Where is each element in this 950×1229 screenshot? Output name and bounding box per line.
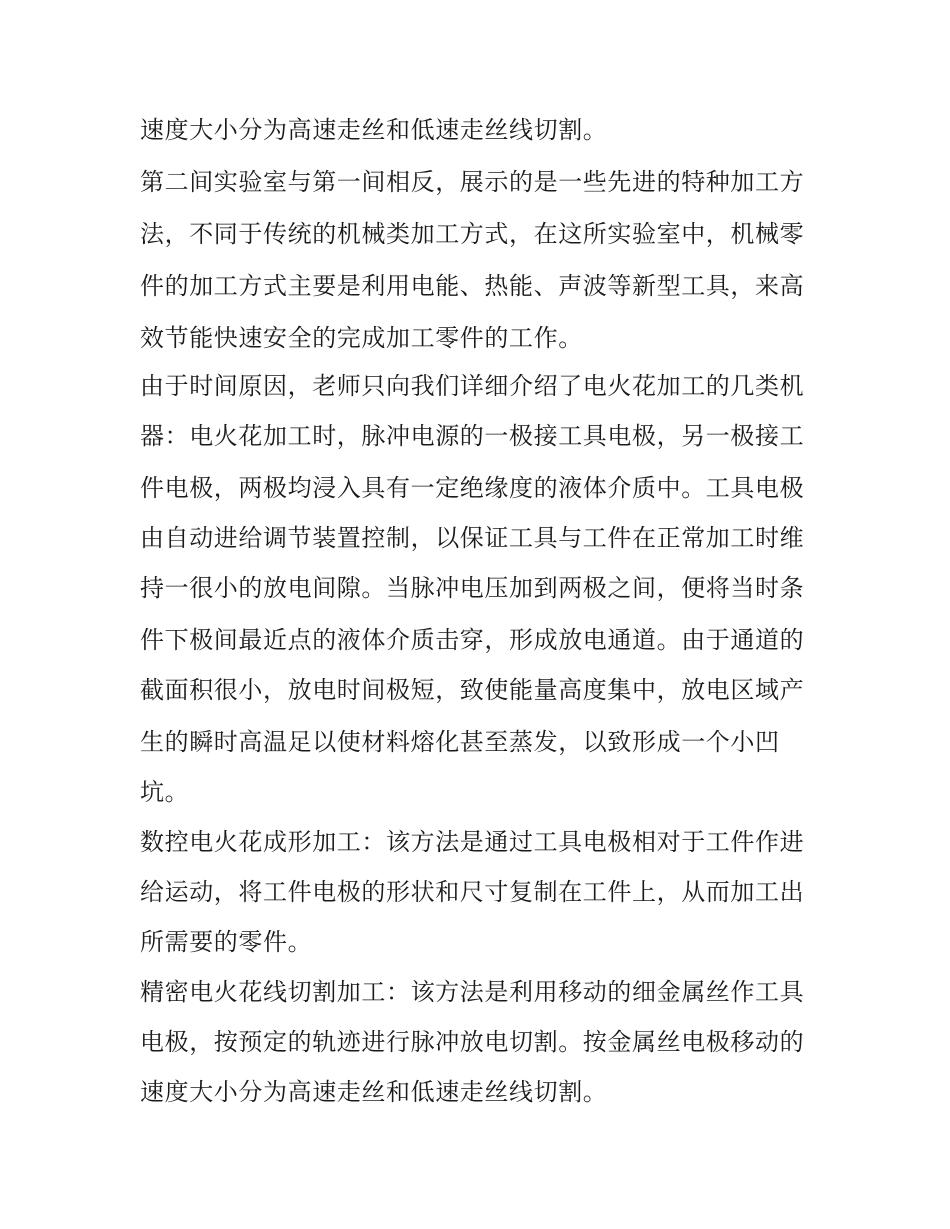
- text-line: 速度大小分为高速走丝和低速走丝线切割。: [140, 116, 608, 144]
- text-line: 截面积很小，放电时间极短，致使能量高度集中，放电区域产: [140, 676, 805, 704]
- text-line: 持一很小的放电间隙。当脉冲电压加到两极之间，便将当时条: [140, 574, 805, 602]
- text-line: 法，不同于传统的机械类加工方式，在这所实验室中，机械零: [140, 220, 805, 248]
- text-line: 件的加工方式主要是利用电能、热能、声波等新型工具，来高: [140, 272, 805, 300]
- text-line: 由自动进给调节装置控制，以保证工具与工件在正常加工时维: [140, 524, 805, 552]
- text-line: 电极，按预定的轨迹进行脉冲放电切割。按金属丝电极移动的: [140, 1028, 805, 1056]
- text-line: 器：电火花加工时，脉冲电源的一极接工具电极，另一极接工: [140, 422, 805, 450]
- text-line: 速度大小分为高速走丝和低速走丝线切割。: [140, 1078, 608, 1106]
- text-line: 件下极间最近点的液体介质击穿，形成放电通道。由于通道的: [140, 626, 805, 654]
- text-line: 所需要的零件。: [140, 928, 313, 956]
- text-line: 给运动，将工件电极的形状和尺寸复制在工件上，从而加工出: [140, 878, 805, 906]
- text-line: 生的瞬时高温足以使材料熔化甚至蒸发，以致形成一个小凹: [140, 728, 780, 756]
- text-line: 数控电火花成形加工：该方法是通过工具电极相对于工件作进: [140, 828, 805, 856]
- text-line: 效节能快速安全的完成加工零件的工作。: [140, 324, 583, 352]
- text-line: 精密电火花线切割加工：该方法是利用移动的细金属丝作工具: [140, 978, 805, 1006]
- text-line: 第二间实验室与第一间相反，展示的是一些先进的特种加工方: [140, 168, 805, 196]
- text-line: 坑。: [140, 778, 190, 806]
- text-line: 由于时间原因，老师只向我们详细介绍了电火花加工的几类机: [140, 372, 805, 400]
- text-line: 件电极，两极均浸入具有一定绝缘度的液体介质中。工具电极: [140, 474, 805, 502]
